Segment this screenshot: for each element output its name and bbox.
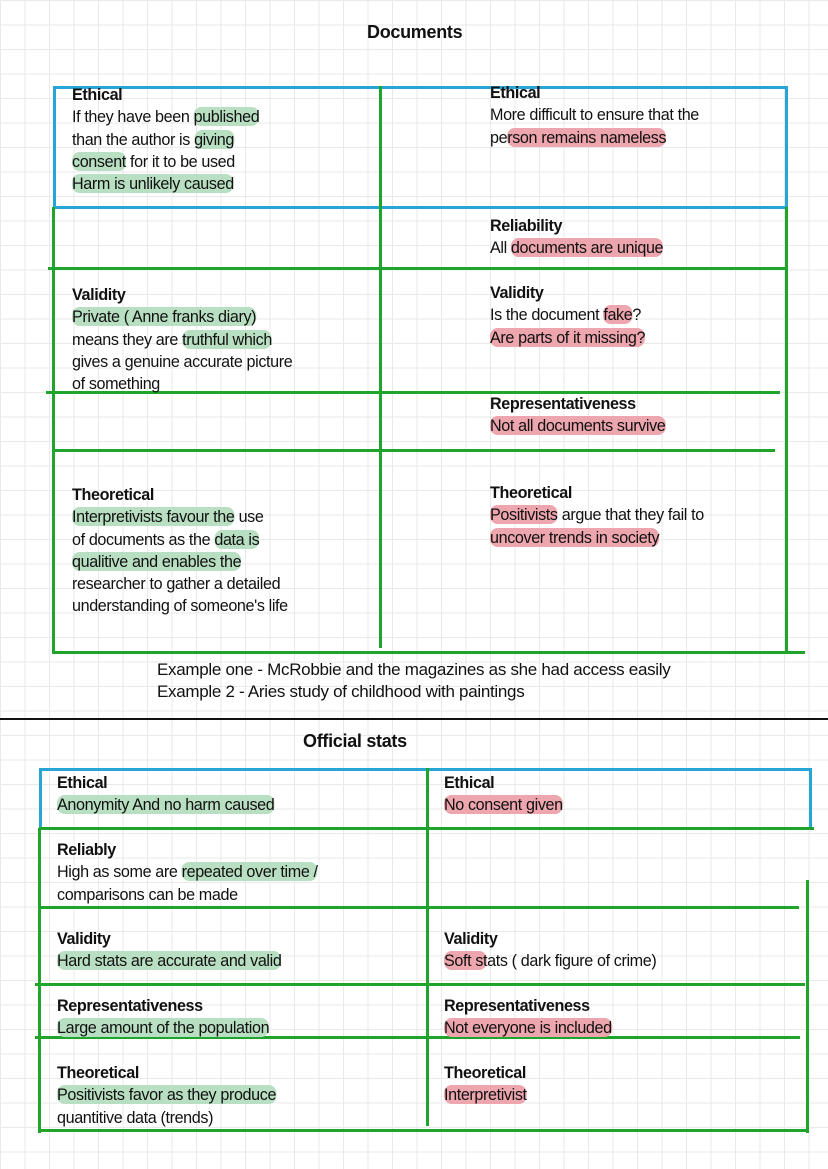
highlight-green: consent bbox=[72, 151, 126, 171]
cell-heading bbox=[490, 393, 665, 415]
cell-text-line bbox=[72, 173, 259, 195]
cell-text-line bbox=[72, 129, 259, 151]
cell-text-line bbox=[490, 527, 704, 549]
cell-text-line bbox=[72, 306, 292, 328]
highlight-red: No consent given bbox=[444, 795, 563, 815]
cell-text-line bbox=[72, 529, 288, 551]
table-line bbox=[39, 1129, 809, 1132]
cell-os-validity-against bbox=[444, 928, 656, 973]
highlight-red: Not all documents survive bbox=[490, 416, 666, 436]
text-segment: quantitive data (trends) bbox=[57, 1107, 214, 1127]
cell-text-line bbox=[490, 327, 645, 349]
cell-heading bbox=[57, 772, 274, 794]
text-segment: of documents as the bbox=[72, 529, 215, 549]
cell-doc-theoretical-against bbox=[490, 482, 704, 549]
cell-text-line bbox=[490, 415, 665, 437]
text-segment: Validity bbox=[57, 929, 111, 948]
highlight-green: Large amount of the population bbox=[57, 1018, 270, 1038]
cell-heading bbox=[444, 995, 612, 1017]
cell-text-line bbox=[57, 861, 318, 883]
text-segment: Reliability bbox=[490, 216, 563, 235]
cell-heading bbox=[57, 928, 281, 950]
cell-os-representativeness-for bbox=[57, 995, 269, 1040]
cell-os-representativeness-against bbox=[444, 995, 612, 1040]
cell-doc-theoretical-for bbox=[72, 484, 288, 618]
text-segment: Representativeness bbox=[444, 996, 590, 1015]
highlight-red: fake bbox=[603, 305, 633, 325]
cell-os-validity-for bbox=[57, 928, 281, 973]
cell-text-line bbox=[490, 304, 645, 326]
cell-os-ethical-against bbox=[444, 772, 563, 817]
highlight-green: truthful which bbox=[182, 329, 272, 349]
table-line bbox=[806, 880, 809, 1133]
cell-text-line bbox=[57, 1084, 276, 1106]
text-segment: comparisons can be made bbox=[57, 884, 238, 904]
text-segment: Theoretical bbox=[444, 1063, 526, 1082]
highlight-green: Positivists favor as they produce bbox=[57, 1085, 277, 1105]
cell-text-line bbox=[57, 950, 281, 972]
cell-text-line bbox=[72, 595, 288, 617]
cell-text-line bbox=[72, 151, 259, 173]
text-segment: for it to be used bbox=[125, 151, 235, 171]
table-line bbox=[38, 828, 41, 1133]
cell-doc-ethical-against bbox=[490, 82, 699, 149]
cell-text-line bbox=[72, 373, 292, 395]
table-line bbox=[52, 207, 55, 654]
text-segment: All bbox=[490, 238, 511, 258]
text-segment: Ethical bbox=[490, 83, 541, 102]
cell-text-line bbox=[72, 506, 288, 528]
cell-heading bbox=[72, 84, 259, 106]
cell-doc-ethical-for bbox=[72, 84, 259, 195]
table-line bbox=[785, 207, 788, 654]
cell-heading bbox=[444, 772, 563, 794]
text-segment: Theoretical bbox=[72, 485, 154, 504]
table-line bbox=[379, 86, 382, 648]
documents-title: Documents bbox=[367, 22, 463, 42]
cell-doc-validity-for bbox=[72, 284, 292, 395]
table-line bbox=[53, 449, 775, 452]
text-segment: researcher to gather a detailed bbox=[72, 574, 281, 594]
text-segment: High as some are bbox=[57, 862, 182, 882]
cell-heading bbox=[57, 995, 269, 1017]
text-segment: Ethical bbox=[72, 85, 123, 104]
highlight-red: uncover trends in society bbox=[490, 527, 660, 547]
section-divider bbox=[0, 718, 828, 720]
cell-doc-representativeness-against bbox=[490, 393, 665, 438]
highlight-green: Hard stats are accurate and valid bbox=[57, 951, 282, 971]
highlight-green: Private ( Anne franks diary) bbox=[72, 307, 257, 327]
text-segment: Validity bbox=[444, 929, 498, 948]
highlight-green: giving bbox=[194, 129, 235, 149]
text-segment: ? bbox=[632, 305, 641, 325]
highlight-green: Harm is unlikely caused bbox=[72, 174, 234, 194]
cell-os-theoretical-for bbox=[57, 1062, 276, 1129]
cell-heading bbox=[57, 1062, 276, 1084]
cell-text-line bbox=[72, 551, 288, 573]
official-stats-title: Official stats bbox=[303, 731, 407, 751]
cell-heading bbox=[72, 484, 288, 506]
example-one: Example one - McRobbie and the magazines as she had access easily bbox=[157, 660, 671, 679]
highlight-green: repeated over time / bbox=[181, 862, 318, 882]
text-segment: If they have been bbox=[72, 107, 194, 127]
cell-text-line bbox=[444, 1084, 527, 1106]
cell-doc-validity-against bbox=[490, 282, 645, 349]
highlight-red: rson remains nameless bbox=[507, 127, 667, 147]
table-line bbox=[39, 906, 799, 909]
table-line bbox=[52, 651, 805, 654]
text-segment: use bbox=[234, 507, 264, 527]
text-segment: Theoretical bbox=[490, 483, 572, 502]
highlight-red: Soft st bbox=[444, 951, 488, 971]
text-segment: gives a genuine accurate picture bbox=[72, 351, 293, 371]
cell-heading bbox=[57, 839, 318, 861]
highlight-green: Interpretivists favour the bbox=[72, 507, 235, 527]
text-segment: Ethical bbox=[57, 773, 108, 792]
cell-heading bbox=[490, 282, 645, 304]
highlight-red: Interpretivist bbox=[444, 1085, 527, 1105]
cell-os-reliability-for bbox=[57, 839, 318, 906]
text-segment: ats ( dark figure of crime) bbox=[487, 951, 657, 971]
text-segment: Representativeness bbox=[57, 996, 203, 1015]
cell-heading bbox=[444, 1062, 527, 1084]
text-segment: Validity bbox=[72, 285, 126, 304]
table-line bbox=[35, 983, 805, 986]
example-two: Example 2 - Aries study of childhood with paintings bbox=[157, 682, 525, 701]
cell-text-line bbox=[57, 884, 318, 906]
cell-heading bbox=[490, 82, 699, 104]
cell-heading bbox=[72, 284, 292, 306]
cell-text-line bbox=[444, 1017, 612, 1039]
cell-text-line bbox=[490, 127, 699, 149]
text-segment: More difficult to ensure that the bbox=[490, 105, 699, 125]
cell-text-line bbox=[490, 237, 663, 259]
cell-text-line bbox=[490, 104, 699, 126]
cell-doc-reliability-against bbox=[490, 215, 663, 260]
text-segment: Theoretical bbox=[57, 1063, 139, 1082]
cell-text-line bbox=[57, 794, 274, 816]
highlight-green: Anonymity And no harm caused bbox=[57, 795, 275, 815]
text-segment: argue that they fail to bbox=[557, 505, 704, 525]
text-segment: Validity bbox=[490, 283, 544, 302]
cell-heading bbox=[444, 928, 656, 950]
cell-text-line bbox=[72, 329, 292, 351]
highlight-red: Not everyone is included bbox=[444, 1018, 612, 1038]
cell-text-line bbox=[490, 504, 704, 526]
text-segment: Reliably bbox=[57, 840, 116, 859]
highlight-green: qualitive and enables the bbox=[72, 551, 242, 571]
cell-text-line bbox=[57, 1107, 276, 1129]
highlight-red: documents are unique bbox=[510, 238, 664, 258]
text-segment: than the author is bbox=[72, 129, 195, 149]
cell-os-theoretical-against bbox=[444, 1062, 527, 1107]
cell-text-line bbox=[444, 794, 563, 816]
table-line bbox=[426, 768, 429, 1126]
cell-text-line bbox=[72, 106, 259, 128]
cell-text-line bbox=[444, 950, 656, 972]
highlight-red: Are parts of it missing? bbox=[490, 327, 646, 347]
text-segment: Ethical bbox=[444, 773, 495, 792]
cell-text-line bbox=[57, 1017, 269, 1039]
highlight-red: Positivists bbox=[490, 505, 558, 525]
table-line bbox=[48, 267, 785, 270]
text-segment: means they are bbox=[72, 329, 183, 349]
text-segment: pe bbox=[490, 127, 508, 147]
text-segment: of something bbox=[72, 374, 160, 394]
highlight-green: data is bbox=[214, 529, 260, 549]
cell-os-ethical-for bbox=[57, 772, 274, 817]
cell-text-line bbox=[72, 573, 288, 595]
text-segment: Is the document bbox=[490, 305, 604, 325]
table-line bbox=[39, 827, 814, 830]
highlight-green: published bbox=[193, 107, 260, 127]
text-segment: understanding of someone's life bbox=[72, 596, 288, 616]
cell-heading bbox=[490, 482, 704, 504]
text-segment: Representativeness bbox=[490, 394, 636, 413]
cell-heading bbox=[490, 215, 663, 237]
cell-text-line bbox=[72, 351, 292, 373]
